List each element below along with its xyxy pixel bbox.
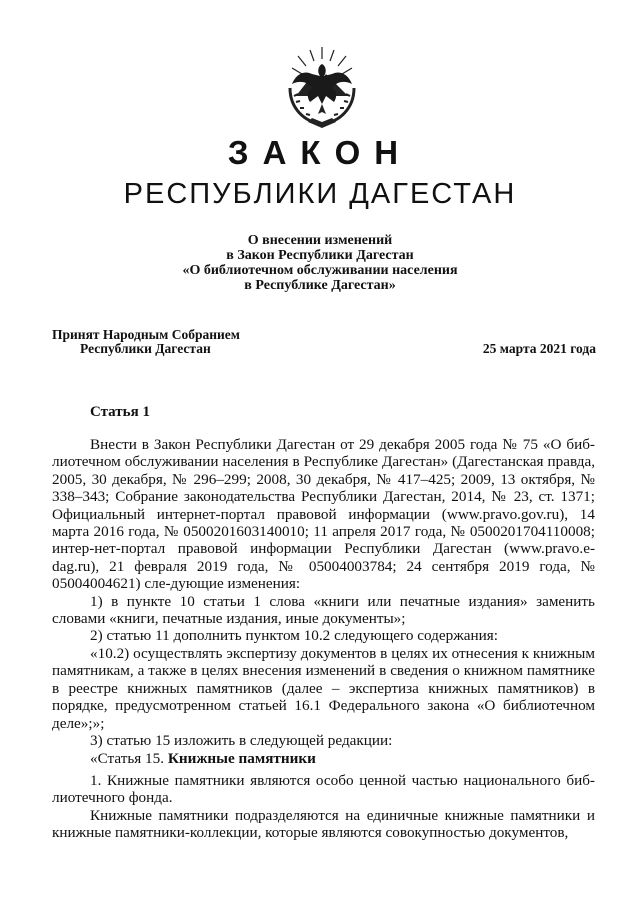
quoted-article-body (52, 772, 595, 842)
paragraph: 1. Книжные памятники являются особо ценной частью национального биб-лиотечного фонда. (52, 772, 595, 807)
quoted-article-prefix: «Статья 15. (90, 750, 168, 767)
subject-line: в Закон Республики Дагестан (226, 248, 414, 263)
paragraph: Внести в Закон Республики Дагестан от 29 декабря 2005 года № 75 «О биб-лиотечном обслуживании населения в Республике Дагестан» (Дагестанская правда, 2005, 30 декабря, № 296–299; 2008, 30 декабря, № 417–425; 2009, 13 октября, № 338–343; Собрание законодательства Республики Дагестан, 2014, № 23, ст. 1371; Официальный интернет-портал правовой информации (www.pravo.gov.ru), 14 марта 2016 года, № 0500201603140010; 11 апреля 2017 года, № 0500201704110008; интер-нет-портал правовой информации Республики Дагестан (www.pravo.e-dag.ru), 21 февраля 2019 года, № 05004003784; 24 сентября 2019 года, № 05004004621) сле-дующие изменения: (52, 436, 595, 593)
paragraph: 1) в пункте 10 статьи 1 слова «книги или печатные издания» заменить словами «книги, печатные издания, иные документы»; (52, 592, 595, 628)
adopted-by-line: Республики Дагестан (80, 341, 211, 356)
quoted-article-title: Книжные памятники (167, 750, 316, 767)
article-body (52, 436, 595, 749)
subject-line: «О библиотечном обслуживании населения (182, 263, 458, 278)
law-title: ЗАКОН (227, 134, 413, 171)
paragraph: 2) статью 11 дополнить пунктом 10.2 следующего содержания: (90, 627, 498, 645)
subject-line: в Республике Дагестан» (244, 278, 396, 293)
paragraph: Книжные памятники подразделяются на единичные книжные памятники и книжные памятники-коллекции, которые являются совокупностью документов, (52, 806, 595, 842)
law-subject (0, 233, 640, 293)
paragraph: 3) статью 15 изложить в следующей редакции: (90, 731, 393, 749)
coat-of-arms-emblem (282, 44, 362, 130)
paragraph: «10.2) осуществлять экспертизу документов в целях их отнесения к книжным памятникам, а также в целях внесения изменений в сведения о книжном памятнике в реестре книжных памятников (далее – экспертиза книжных памятников) в порядке, предусмотренном статьей 16.1 Федерального закона «О библиотечном деле»;»; (52, 644, 595, 732)
adoption-date: 25 марта 2021 года (482, 341, 596, 356)
subject-line: О внесении изменений (247, 233, 393, 248)
quoted-article-heading-block (52, 750, 595, 767)
article-heading: Статья 1 (90, 404, 150, 420)
quoted-article-heading (52, 750, 595, 767)
republic-name: РЕСПУБЛИКИ ДАГЕСТАН (123, 178, 517, 210)
adopted-by-line: Принят Народным Собранием (52, 327, 240, 342)
